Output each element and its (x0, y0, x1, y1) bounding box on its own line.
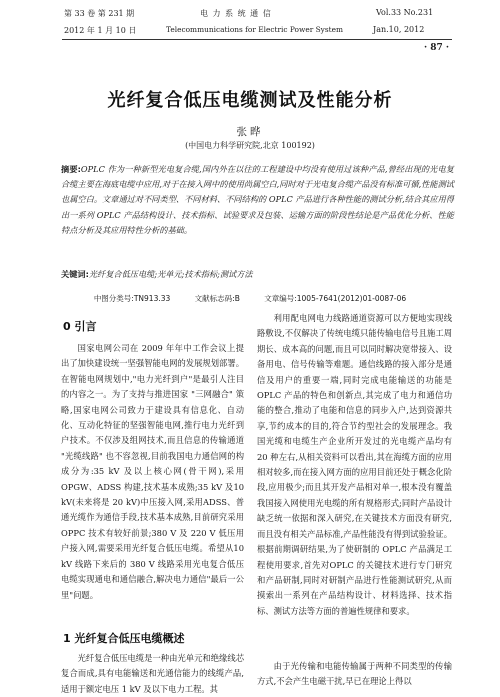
section-heading-intro: 0 引言 (63, 320, 97, 333)
header-date-cn: 2012 年 1 月 10 日 (64, 26, 137, 35)
classification-line (0, 293, 500, 304)
header-date-en: Jan.10, 2012 (373, 25, 425, 34)
class-number: 中图分类号:TN913.33 (93, 294, 171, 303)
doc-code: 文献标志码:B (194, 294, 240, 303)
intro-paragraph: 国家电网公司在 2009 年年中工作会议上提出了加快建设统一坚强智能电网的发展规划部署。在智能电网规划中,"电力光纤到户"是最引人注目的内容之一。为了支持与推进国家 "三网融合" 策略,国家电网公司致力于建设具有信息化、自动化、互动化特征的坚强智能电网,推行电力光纤到户技术。不仅涉及组网技术,而且信息的传输通道 "光缆线路" 也不容忽视,目前我国电力通信网的构成分为:35 kV 及以上核心网(骨干网),采用 OPGW、ADSS 构建,技术基本成熟;35 kV 及10 kV(未来将是 20 kV)中压接入网,采用ADSS、普通光缆作为通信手段,技术基本成熟,目前研究采用 OPPC 技术有较好前景;380 V 及 220 V 低压用户接入网,需要采用光纤复合低压电缆。希望从10 kV 线路下来后的 380 V 线路采用光电复合低压电缆实现通电和通信融合,解决电力通信"最后一公里"问题。 (61, 343, 244, 600)
keywords-text: 光纤复合低压电缆;光单元;技术指标;测试方法 (88, 269, 253, 279)
abstract (61, 162, 454, 238)
page-number: · 87 · (424, 43, 450, 53)
header-volume-issue: 第 33 卷 第 231 期 (64, 9, 135, 18)
header-journal-name-cn: 电 力 系 统 通 信 (200, 9, 272, 18)
right-column-paragraph-1: 利用配电网电力线路通道资源可以方便地实现线路敷设,不仅解决了传统电缆只能传输电信号且施工周期长、成本高的问题,而且可以同时解决宽带接入、设备用电、信号传输等难题。通信线路的接入部分是通信及用户的重要一端,同时完成电能输送的功能是 OPLC 产品的特色和创新点,其完成了电力和通信功能的整合,推动了电能和信息的同步入户,达到资源共享,节约成本的目的,符合节约型社会的发展理念。我国光缆和电缆生产企业所开发过的光电缆产品均有 20 种左右,从相关资料可以看出,其在海缆方面的应用相对较多,而在接入网方面的应用目前还处于概念化阶段,应用极少;而且其开发产品相对单一,根本没有覆盖我国接入网使用光电缆的所有规格形式;同时产品设计缺乏统一依据和深入研究,在关键技术方面没有研究,而且没有相关产品标准,产品性能没有得到试验验证。根据前期调研结果,为了使研制的 OPLC 产品满足工程使用要求,首先对OPLC 的关键技术进行专门研究和产品研制,同时对研制产品进行性能测试研究,从而摸索出一系列在产品结构设计、材料选择、技术指标、测试方法等方面的普遍性规律和要求。 (257, 313, 452, 616)
abstract-label: 摘要: (61, 164, 81, 174)
keywords-label: 关键词: (61, 269, 89, 279)
overview-paragraph: 光纤复合低压电缆是一种由光单元和绝缘线芯复合而成,具有电能输送和光通信能力的线缆产品,适用于额定电压 1 kV 及以下电力工程。其 (61, 653, 244, 694)
article-id: 文章编号:1005-7641(2012)01-0087-06 (264, 294, 407, 303)
abstract-text: OPLC 作为一种新型光电复合缆,国内外在以往的工程建设中均没有使用过该种产品,曾经出现的光电复合缆主要在海底电缆中应用,对于在接入网中的使用尚属空白,同时对于光电复合缆产品没有标准可循,性能测试也属空白。文章通过对不同类型、不同材料、不同结构的 OPLC 产品进行各种性能的测试分析,结合其应用得出一系列 OPLC 产品结构设计、技术指标、试验要求及包装、运输方面的阶段性结论是产品优化分析、性能特点分析及其应用特性分析的基础。 (61, 164, 454, 235)
right-column-paragraph-2: 由于光传输和电能传输属于两种不同类型的传输方式,不会产生电磁干扰,早已在理论上得以 (257, 661, 452, 687)
keywords (61, 269, 454, 280)
article-title: 光纤复合低压电缆测试及性能分析 (107, 90, 393, 111)
header-volume-en: Vol.33 No.231 (376, 8, 434, 17)
section-heading-overview: 1 光纤复合低压电缆概述 (63, 632, 185, 645)
article-affiliation: (中国电力科学研究院,北京 100192) (185, 141, 315, 150)
article-author: 张晔 (236, 126, 264, 138)
header-rule (62, 39, 452, 40)
header-journal-name-en: Telecommunications for Electric Power System (166, 25, 343, 34)
